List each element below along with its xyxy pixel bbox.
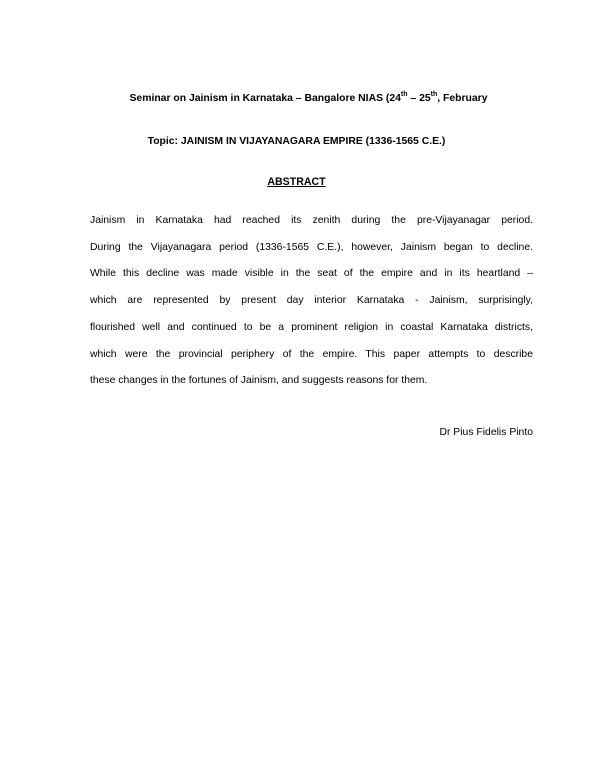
abstract-line: which are represented by present day interior Karnataka - Jainism, surprisingly, — [90, 295, 533, 307]
seminar-heading-sup-1: th — [400, 90, 408, 98]
seminar-heading-text: Seminar on Jainism in Karnataka – Bangalore NIAS (24 — [129, 93, 401, 104]
seminar-heading-mid: – 25 — [407, 93, 431, 104]
abstract-line: flourished well and continued to be a prominent religion in coastal Karnataka districts, — [90, 321, 533, 333]
topic-heading: Topic: JAINISM IN VIJAYANAGARA EMPIRE (1336-1565 C.E.) — [147, 136, 446, 147]
seminar-heading — [12, 92, 593, 106]
author-name: Dr Pius Fidelis Pinto — [439, 427, 533, 438]
seminar-heading-end: , February — [437, 93, 488, 104]
abstract-line: While this decline was made visible in the seat of the empire and in its heartland – — [90, 268, 533, 280]
abstract-body — [90, 208, 533, 395]
abstract-line: Jainism in Karnataka had reached its zenith during the pre-Vijayanagar period. — [90, 215, 533, 226]
abstract-line: During the Vijayanagara period (1336-1565 C.E.), however, Jainism began to decline. — [90, 241, 533, 253]
seminar-heading-sup-2: th — [430, 90, 438, 98]
abstract-line: these changes in the fortunes of Jainism, and suggests reasons for them. — [90, 375, 428, 387]
abstract-title: ABSTRACT — [267, 176, 326, 188]
abstract-line: which were the provincial periphery of the empire. This paper attempts to describe — [90, 348, 533, 360]
